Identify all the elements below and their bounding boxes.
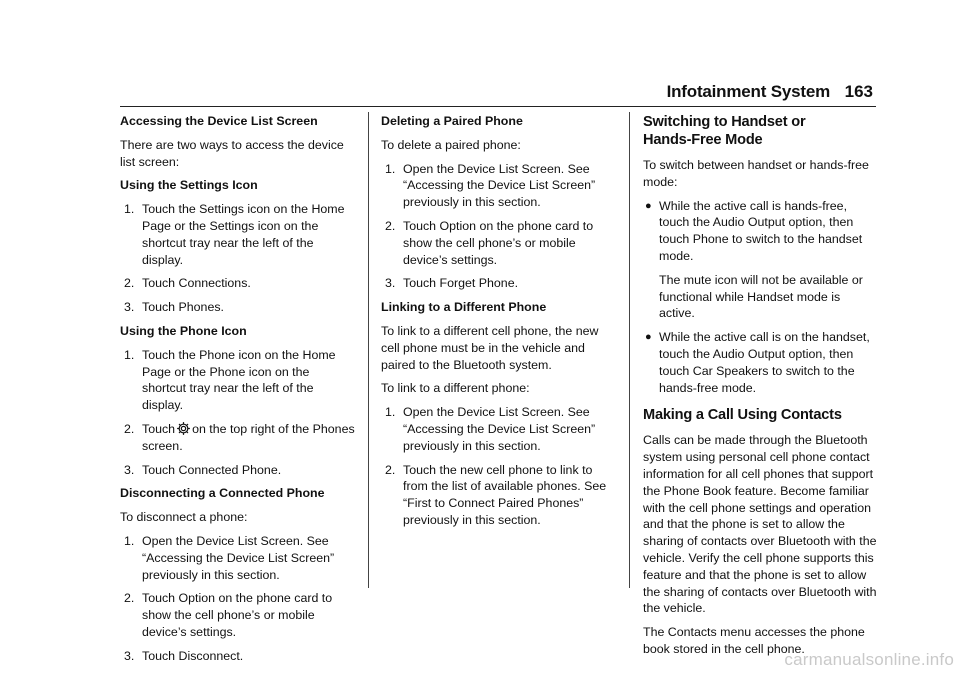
list-item: 1. Open the Device List Screen. See “Accessing the Device List Screen” previously in this section. [385, 161, 596, 210]
heading-making-call-contacts: Making a Call Using Contacts [643, 407, 842, 424]
paragraph: There are two ways to access the device list screen: [120, 137, 344, 169]
list-item: 2. Touch Connections. [124, 276, 251, 291]
heading-using-settings-icon: Using the Settings Icon [120, 178, 258, 193]
heading-linking-different-phone: Linking to a Different Phone [381, 300, 547, 315]
heading-using-phone-icon: Using the Phone Icon [120, 323, 247, 338]
list-item: 2. Touch the new cell phone to link to from the list of available phones. See “First to Connect Paired Phones” previously in this section. [385, 462, 607, 527]
page-header [0, 82, 960, 106]
paragraph: To delete a paired phone: [381, 137, 521, 152]
column-2 [381, 113, 617, 536]
list-item: 3. Touch Phones. [124, 300, 224, 315]
list-item: 1. Open the Device List Screen. See “Accessing the Device List Screen” previously in this section. [385, 405, 596, 453]
paragraph: Calls can be made through the Bluetooth system using personal cell phone contact information for all cell phones that support the Phone Book feature. Become familiar with the cell phone settings and operation and that the phone is set to allow the sharing of contacts over Bluetooth with the vehicle. Verify the cell phone supports this feature and that the phone is set to allow the sharing of contacts over Bluetooth with the vehicle. [643, 433, 877, 616]
list-item: 3. Touch Connected Phone. [124, 462, 282, 477]
heading-disconnecting-phone: Disconnecting a Connected Phone [120, 486, 325, 501]
heading-accessing-device-list: Accessing the Device List Screen [120, 114, 318, 128]
column-3 [643, 113, 879, 665]
settings-gear-icon [176, 421, 191, 436]
bullet-note: The mute icon will not be available or functional while Handset mode is active. [659, 272, 863, 321]
list-item: ● While the active call is on the handset, touch the Audio Output option, then touch Car Speakers to switch to the hands-free mode. [645, 330, 870, 395]
heading-deleting-paired-phone: Deleting a Paired Phone [381, 114, 523, 128]
header-rule [120, 106, 876, 107]
paragraph: To switch between handset or hands-free mode: [643, 158, 869, 189]
list-item: 1. Touch the Phone icon on the Home Page or the Phone icon on the shortcut tray near the left of the display. [124, 347, 336, 413]
heading-switching-handset: Switching to Handset or Hands-Free Mode [643, 114, 806, 148]
paragraph: To link to a different cell phone, the new cell phone must be in the vehicle and paired to the Bluetooth system. [381, 323, 599, 372]
list-item: 2. Touch on the top right of the Phones screen. [124, 421, 355, 453]
list-item: 2. Touch Option on the phone card to show the cell phone’s or mobile device’s settings. [124, 591, 333, 639]
list-item: 3. Touch Forget Phone. [385, 276, 519, 291]
bullet-icon: ● [645, 199, 652, 212]
watermark: carmanualsonline.info [784, 650, 954, 669]
list-item: 1. Touch the Settings icon on the Home Page or the Settings icon on the shortcut tray near the left of the display. [124, 202, 345, 267]
list-item: 3. Touch Disconnect. [124, 648, 244, 663]
column-divider-2 [629, 112, 630, 588]
paragraph: To link to a different phone: [381, 381, 530, 396]
paragraph: The Contacts menu accesses the phone book stored in the cell phone. [643, 625, 865, 656]
list-item: ● While the active call is hands-free, touch the Audio Output option, then touch Phone to switch to the handset mode. [645, 198, 863, 263]
section-title: Infotainment System [666, 82, 830, 101]
list-item: 1. Open the Device List Screen. See “Accessing the Device List Screen” previously in this section. [124, 533, 335, 582]
paragraph: To disconnect a phone: [120, 510, 248, 525]
bullet-icon: ● [645, 331, 652, 344]
page-number: 163 [844, 82, 873, 101]
column-divider-1 [368, 112, 369, 588]
list-item: 2. Touch Option on the phone card to show the cell phone’s or mobile device’s settings. [385, 218, 594, 267]
column-1 [120, 113, 356, 672]
